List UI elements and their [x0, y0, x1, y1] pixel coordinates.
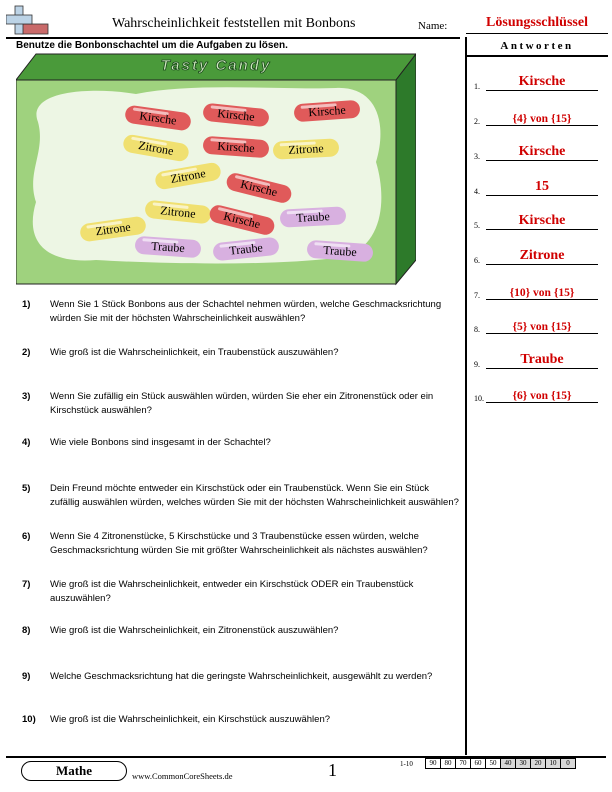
score-cell: 90 [425, 758, 441, 769]
svg-text:Traube: Traube [295, 209, 331, 225]
candy-box-illustration [16, 52, 416, 288]
candy-piece [273, 138, 340, 159]
score-cell: 60 [470, 758, 486, 769]
header-rule [6, 37, 460, 39]
answer-9: 9. Traube [474, 350, 604, 370]
svg-text:Kirsche: Kirsche [138, 108, 178, 128]
answer-3: 3. Kirsche [474, 142, 604, 162]
page-number: 1 [328, 760, 337, 780]
box-label: Tasty Candy [160, 57, 272, 74]
svg-text:Zitrone: Zitrone [169, 166, 207, 186]
svg-text:Kirsche: Kirsche [216, 106, 256, 124]
svg-text:Kirsche: Kirsche [222, 208, 262, 232]
answer-1: 1. Kirsche [474, 72, 604, 92]
score-cell: 10 [545, 758, 561, 769]
worksheet-title: Wahrscheinlichkeit feststellen mit Bonbons [112, 16, 356, 31]
answer-7: 7. {10} von {15} [474, 281, 604, 301]
score-cell: 50 [485, 758, 501, 769]
answers-heading: Antworten [500, 40, 574, 52]
svg-text:Kirsche: Kirsche [239, 176, 279, 200]
answer-4: 4. 15 [474, 177, 604, 197]
score-cell: 70 [455, 758, 471, 769]
svg-text:Traube: Traube [150, 238, 186, 256]
answer-column-divider [465, 37, 467, 755]
answers-rule [466, 55, 608, 57]
svg-text:Zitrone: Zitrone [137, 138, 175, 158]
score-range-label: 1-10 [400, 760, 413, 768]
name-label: Name: [418, 20, 448, 32]
instructions: Benutze die Bonbonschachtel um die Aufgaben zu lösen. [16, 40, 288, 51]
svg-text:Traube: Traube [228, 240, 264, 258]
candy-piece [280, 206, 347, 227]
website-link[interactable]: www.CommonCoreSheets.de [132, 771, 233, 781]
svg-text:Traube: Traube [322, 242, 358, 260]
score-cell: 20 [530, 758, 546, 769]
answer-5: 5. Kirsche [474, 211, 604, 231]
answer-10: 10. {6} von {15} [474, 384, 604, 404]
subject-badge: Mathe [21, 761, 127, 781]
answer-2: 2. {4} von {15} [474, 107, 604, 127]
svg-text:Zitrone: Zitrone [159, 203, 197, 221]
plus-minus-logo-icon [6, 4, 50, 38]
svg-text:Kirsche: Kirsche [216, 138, 256, 156]
svg-text:Zitrone: Zitrone [94, 219, 132, 239]
answer-key-title: Lösungsschlüssel [486, 15, 588, 30]
score-table [426, 758, 576, 769]
name-line [466, 33, 608, 34]
svg-text:Zitrone: Zitrone [287, 141, 325, 157]
footer [6, 756, 606, 786]
answer-8: 8. {5} von {15} [474, 315, 604, 335]
score-cell: 40 [500, 758, 516, 769]
score-cell: 80 [440, 758, 456, 769]
answer-6: 6. Zitrone [474, 246, 604, 266]
score-cell: 0 [560, 758, 576, 769]
svg-text:Kirsche: Kirsche [307, 102, 347, 120]
score-cell: 30 [515, 758, 531, 769]
